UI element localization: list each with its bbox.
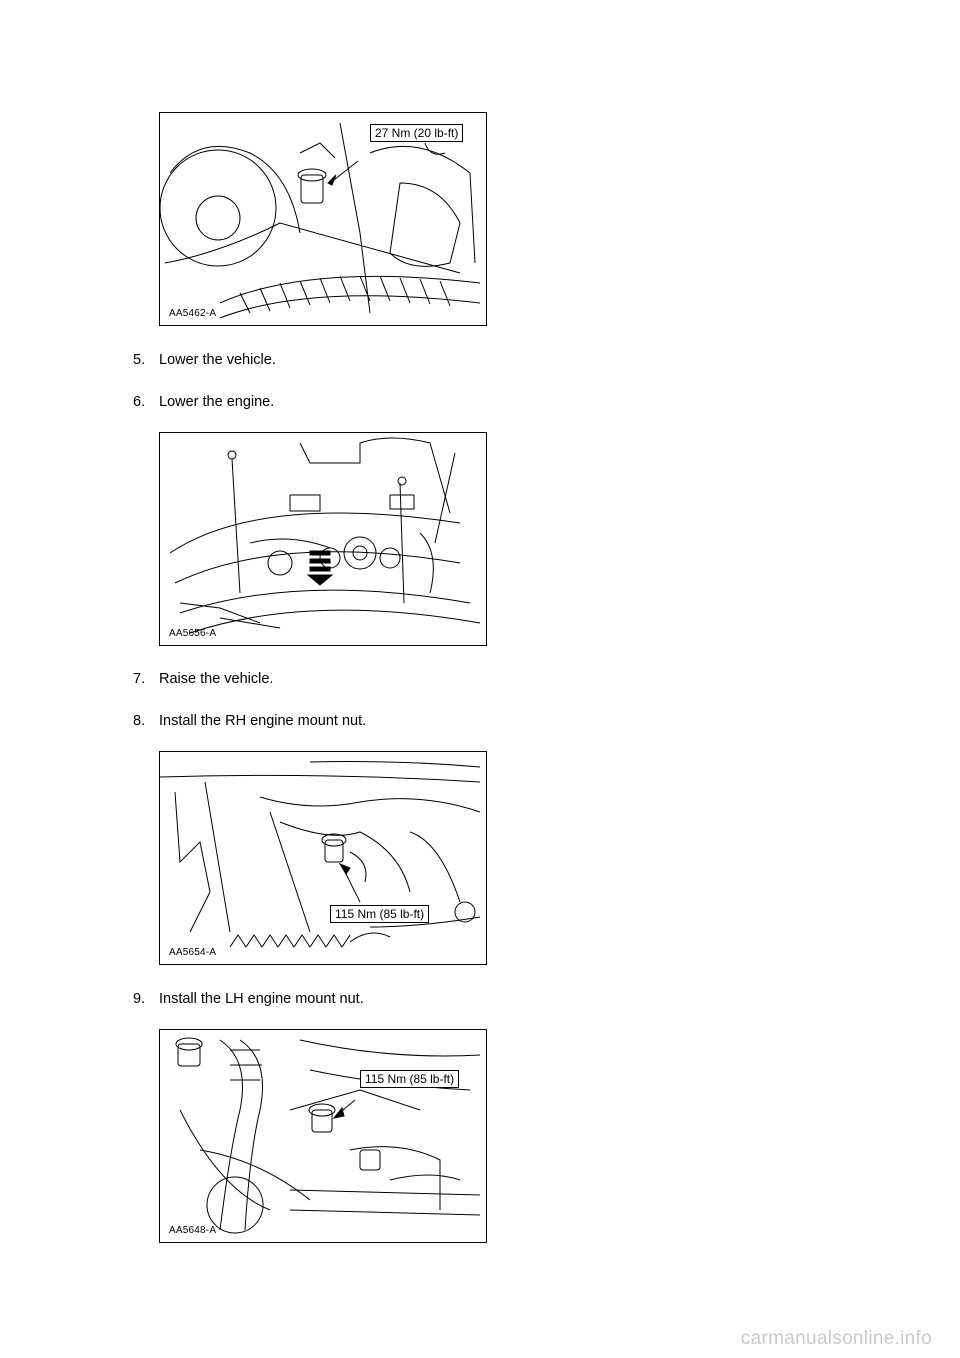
figure-id: AA5648-A xyxy=(169,1225,217,1236)
step-text: Install the LH engine mount nut. xyxy=(159,991,364,1007)
figure-aa5648 xyxy=(159,1029,487,1243)
figure-id: AA5656-A xyxy=(169,628,217,639)
figure-aa5654 xyxy=(159,751,487,965)
torque-callout: 115 Nm (85 lb-ft) xyxy=(360,1070,459,1088)
figure-aa5462 xyxy=(159,112,487,326)
step-6 xyxy=(133,393,274,411)
torque-callout: 27 Nm (20 lb-ft) xyxy=(370,124,463,142)
figure-id: AA5462-A xyxy=(169,308,217,319)
step-text: Raise the vehicle. xyxy=(159,671,274,687)
footer-watermark: carmanualsonline.info xyxy=(740,1328,932,1349)
engine-illustration-2 xyxy=(160,433,486,645)
step-8 xyxy=(133,712,366,730)
step-number: 6. xyxy=(133,394,146,410)
step-5 xyxy=(133,351,276,369)
torque-callout: 115 Nm (85 lb-ft) xyxy=(330,905,429,923)
step-number: 7. xyxy=(133,671,146,687)
step-9 xyxy=(133,990,364,1008)
figure-aa5656 xyxy=(159,432,487,646)
engine-illustration-3 xyxy=(160,752,486,964)
engine-illustration-1 xyxy=(160,113,486,325)
step-text: Lower the engine. xyxy=(159,394,275,410)
step-number: 5. xyxy=(133,352,146,368)
step-number: 8. xyxy=(133,713,146,729)
engine-illustration-4 xyxy=(160,1030,486,1242)
step-7 xyxy=(133,670,273,688)
figure-id: AA5654-A xyxy=(169,947,217,958)
step-text: Lower the vehicle. xyxy=(159,352,276,368)
step-number: 9. xyxy=(133,991,146,1007)
step-text: Install the RH engine mount nut. xyxy=(159,713,367,729)
